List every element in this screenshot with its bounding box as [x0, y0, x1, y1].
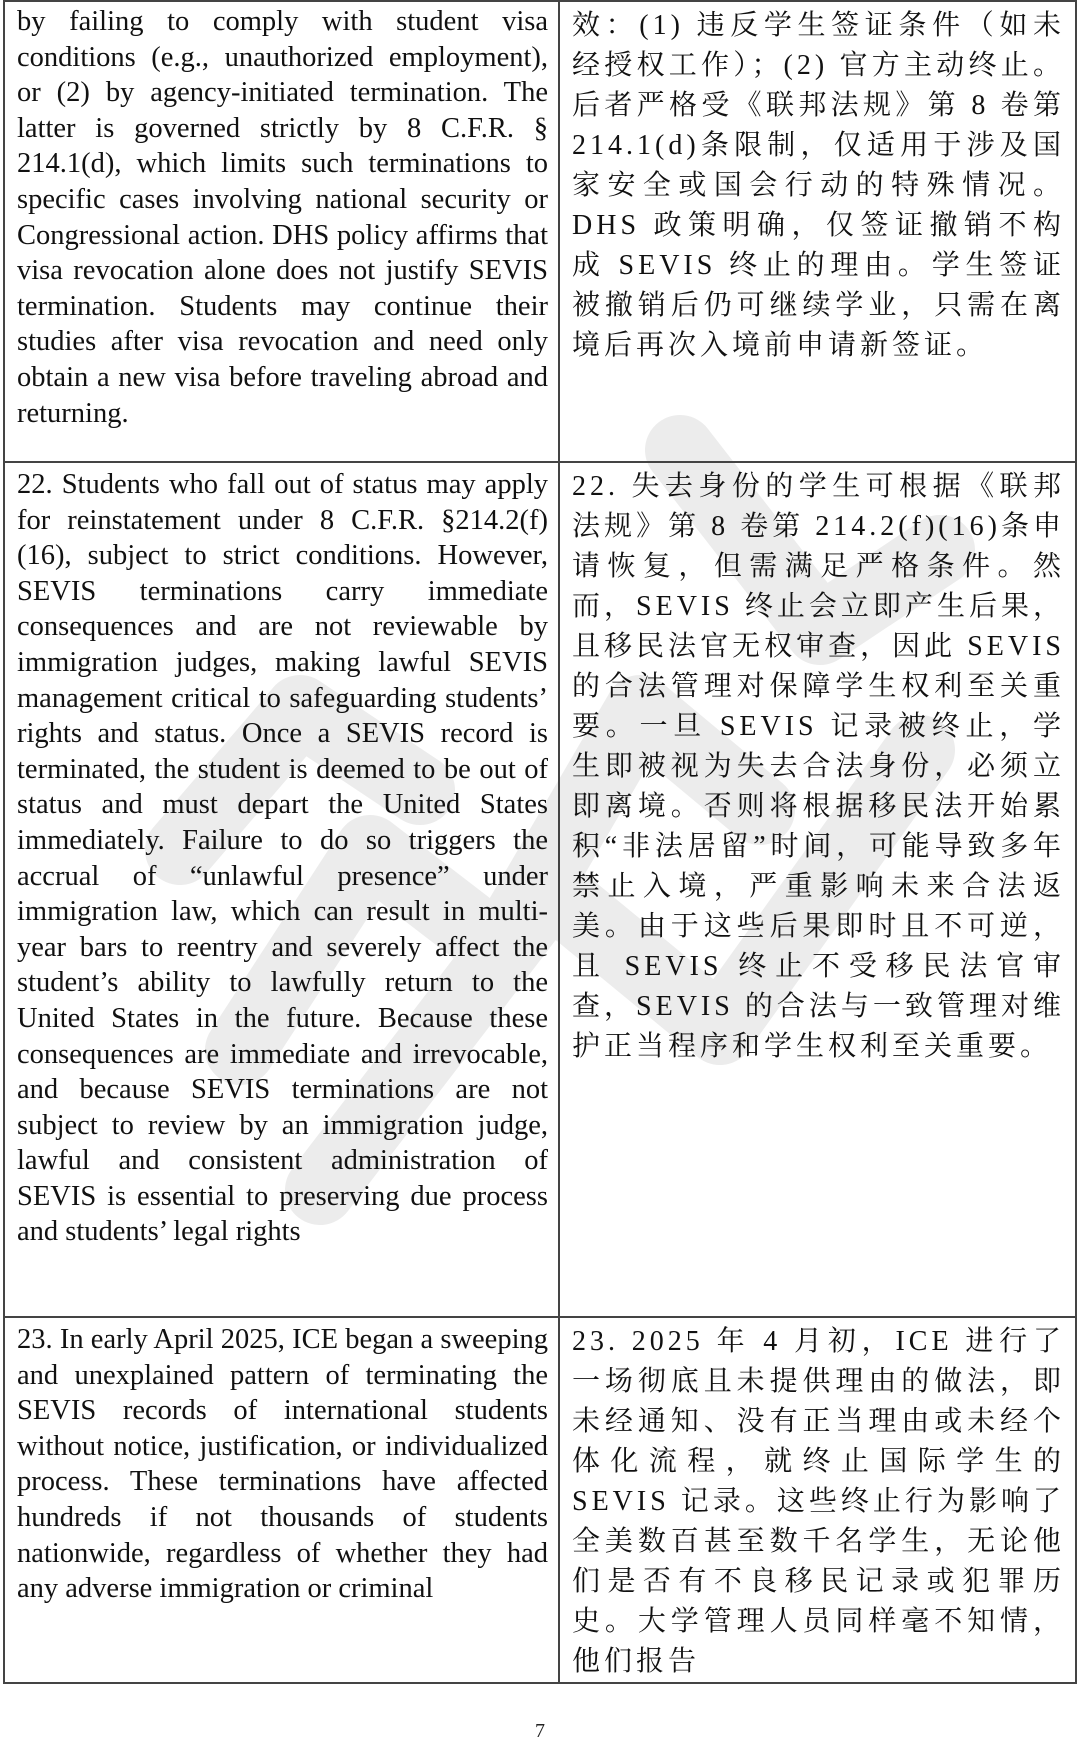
table-row: [4, 1, 1076, 462]
english-cell: 22. Students who fall out of status may apply for reinstatement under 8 C.F.R. §214.2(f)(16), subject to strict conditions. However, SEVIS terminations carry immediate consequences and are not reviewable by immigration judges, making lawful SEVIS management critical to safeguarding students’ rights and status. Once a SEVIS record is terminated, the student is deemed to be out of status and must depart the United States immediately. Failure to do so triggers the accrual of “unlawful presence” under immigration law, which can result in multi-year bars to reentry and severely affect the student’s ability to lawfully return to the United States in the future. Because these consequences are immediate and irrevocable, and because SEVIS terminations are not subject to review by an immigration judge, lawful and consistent administration of SEVIS is essential to preserving due process and students’ legal rights: [4, 462, 559, 1317]
table-row: [4, 462, 1076, 1317]
chinese-cell: 22. 失去身份的学生可根据《联邦法规》第 8 卷第 214.2(f)(16)条申请恢复，但需满足严格条件。然而，SEVIS 终止会立即产生后果，且移民法官无权审查，因此 SEVIS 的合法管理对保障学生权利至关重要。一旦 SEVIS 记录被终止，学生即被视为失去合法身份，必须立即离境。否则将根据移民法开始累积“非法居留”时间，可能导致多年禁止入境，严重影响未来合法返美。由于这些后果即时且不可逆，且 SEVIS 终止不受移民法官审查，SEVIS 的合法与一致管理对维护正当程序和学生权利至关重要。: [559, 462, 1076, 1317]
chinese-cell: 23. 2025 年 4 月初，ICE 进行了一场彻底且未提供理由的做法，即未经通知、没有正当理由或未经个体化流程，就终止国际学生的 SEVIS 记录。这些终止行为影响了全美数百甚至数千名学生，无论他们是否有不良移民记录或犯罪历史。大学管理人员同样毫不知情，他们报告: [559, 1317, 1076, 1683]
english-cell: by failing to comply with student visa conditions (e.g., unauthorized employment), or (2) by agency-initiated termination. The latter is governed strictly by 8 C.F.R. § 214.1(d), which limits such terminations to specific cases involving national security or Congressional action. DHS policy affirms that visa revocation alone does not justify SEVIS termination. Students may continue their studies after visa revocation and need only obtain a new visa before traveling abroad and returning.: [4, 1, 559, 462]
english-cell: 23. In early April 2025, ICE began a sweeping and unexplained pattern of terminating the SEVIS records of international students without notice, justification, or individualized process. These terminations have affected hundreds if not thousands of students nationwide, regardless of whether they had any adverse immigration or criminal: [4, 1317, 559, 1683]
chinese-cell: 效：(1) 违反学生签证条件（如未经授权工作）；(2) 官方主动终止。后者严格受《联邦法规》第 8 卷第 214.1(d)条限制，仅适用于涉及国家安全或国会行动的特殊情况。DHS 政策明确，仅签证撤销不构成 SEVIS 终止的理由。学生签证被撤销后仍可继续学业，只需在离境后再次入境前申请新签证。: [559, 1, 1076, 462]
page-number: 7: [535, 1720, 545, 1742]
table-row: [4, 1317, 1076, 1683]
bilingual-table: [3, 0, 1077, 1684]
